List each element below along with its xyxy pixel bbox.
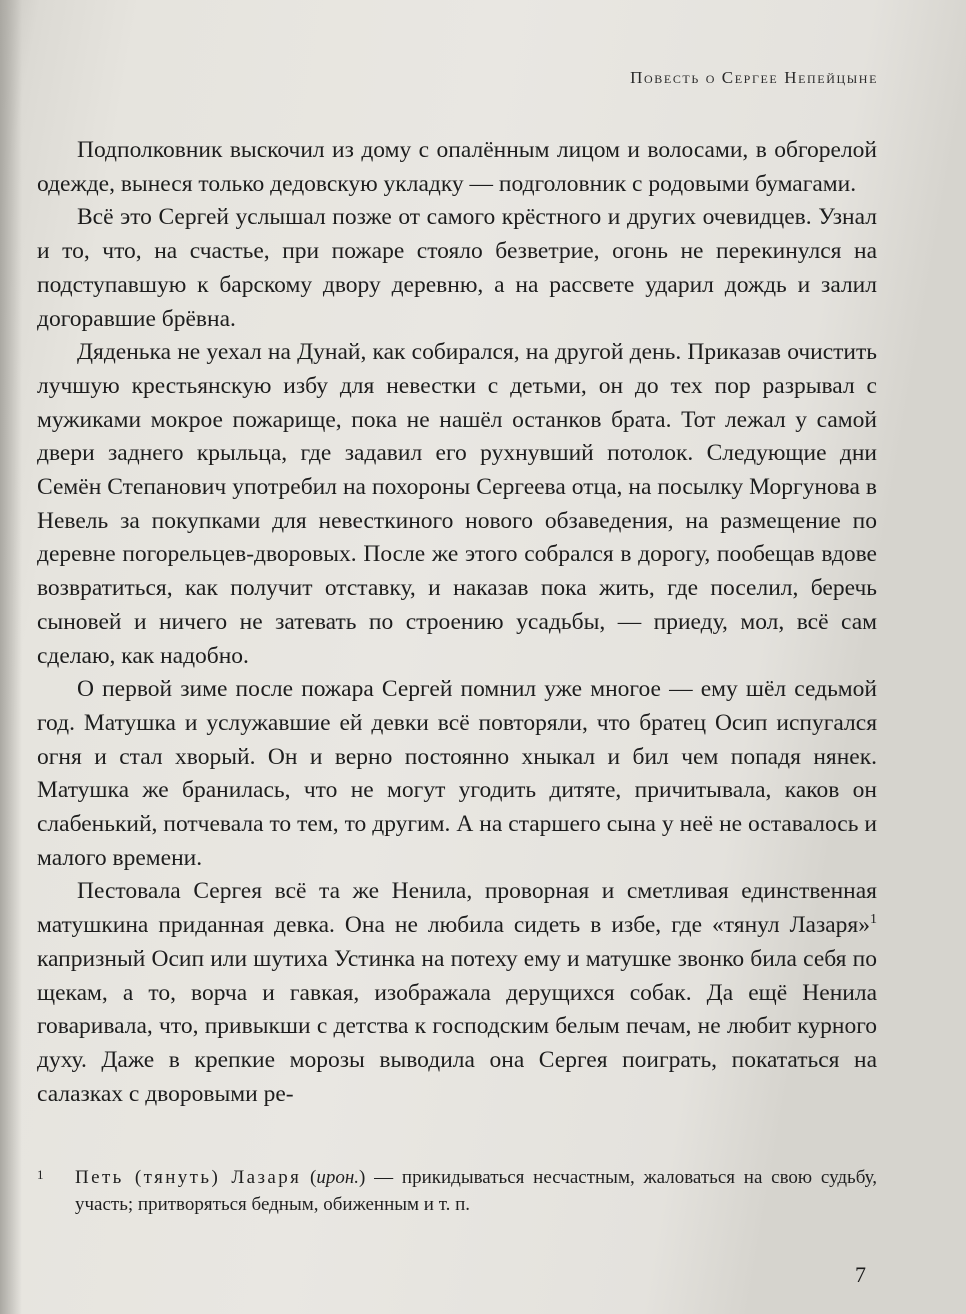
paragraph-4: О первой зиме после пожара Сергей помнил уже многое — ему шёл седьмой год. Матушка и услужавшие ей девки всё повторяли, что братец Осип испугался огня и стал хворый. Он и верно постоянно хныкал и бил чем попадя нянек. Матушка же бранилась, что не могут угодить дитяте, причитывала, каков он слабенький, потчевала то тем, то другим. А на старшего сына у неё не оставалось и малого времени. <box>37 676 877 871</box>
main-text <box>37 134 877 1111</box>
footnote-term: Петь (тянуть) Лазаря <box>75 1167 302 1188</box>
footnote-body <box>75 1164 877 1218</box>
running-header: Повесть о Сергее Непейцыне <box>630 68 878 87</box>
footnote-number: 1 <box>37 1167 44 1182</box>
paragraph-5 <box>37 875 877 1111</box>
spine-shadow <box>0 0 22 1314</box>
footnote <box>37 1164 877 1218</box>
footnote-abbrev: ирон. <box>316 1167 360 1188</box>
paragraph-1: Подполковник выскочил из дому с опалённым лицом и волосами, в обгорелой одежде, вынеся только дедовскую укладку — подголовник с родовыми бумагами. <box>37 137 877 197</box>
paragraph-5-end: капризный Осип или шутиха Устинка на потеху ему и матушке звонко била себя по щекам, а то, ворча и гавкая, изображала дерущихся собак. Да ещё Ненила говаривала, что, привыкши с детства к господским белым печам, не любит курного духу. Даже в крепкие морозы выводила она Сергея поиграть, покататься на салазках с дворовыми ре- <box>37 945 877 1107</box>
footnote-open-paren: ( <box>301 1167 317 1188</box>
paragraph-3: Дяденька не уехал на Дунай, как собирался, на другой день. Приказав очистить лучшую крестьянскую избу для невестки с детьми, он до тех пор разрывал с мужиками мокрое пожарище, пока не нашёл останков брата. Тот лежал у самой двери заднего крыльца, где задавил его рухнувший потолок. Следующие дни Семён Степанович употребил на похороны Сергеева отца, на посылку Моргунова в Невель за покупками для невесткиного нового обзаведения, на размещение по деревне погорельцев-дворовых. После же этого собрался в дорогу, пообещав вдове возвратиться, как получит отставку, и наказав пока жить, где поселил, беречь сыновей и ничего не затевать по строению усадьбы, — приеду, мол, всё сам сделаю, как надобно. <box>37 339 877 669</box>
paragraph-5-start: Пестовала Сергея всё та же Ненила, проворная и сметливая единственная матушкина приданная девка. Она не любила сидеть в избе, где «тянул Лазаря» <box>37 878 877 939</box>
footnote-definition: ) — прикидываться несчастным, жаловаться на свою судьбу, участь; притворяться бедным, обиженным и т. п. <box>75 1167 877 1215</box>
page-number: 7 <box>855 1262 866 1287</box>
footnote-reference[interactable]: 1 <box>870 912 877 928</box>
paragraph-2: Всё это Сергей услышал позже от самого крёстного и других очевидцев. Узнал и то, что, на счастье, при пожаре стояло безветрие, огонь не перекинулся на подступавшую к барскому двору деревню, а на рассвете ударил дождь и залил догоравшие брёвна. <box>37 204 877 332</box>
